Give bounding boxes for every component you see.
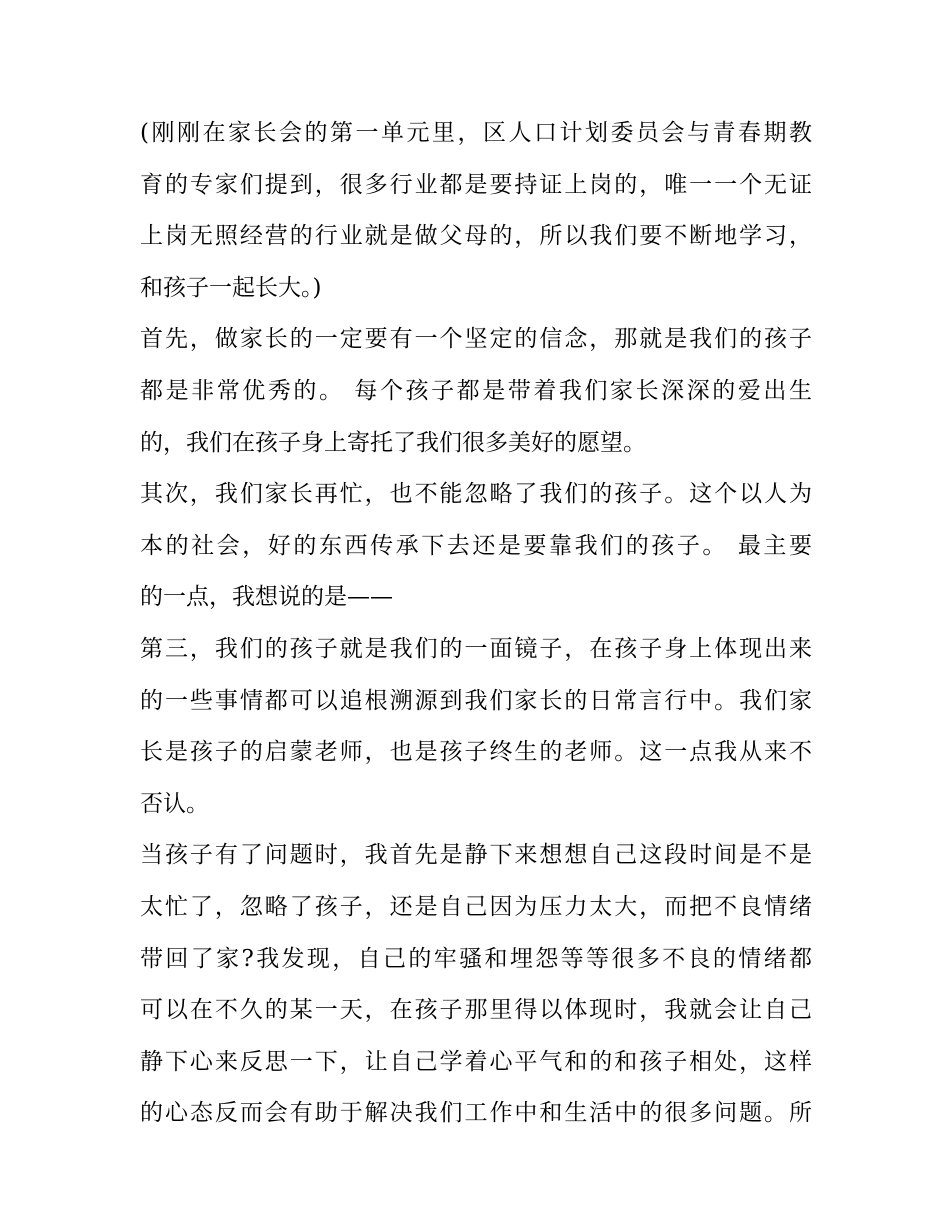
- text-line: 长是孩子的启蒙老师，也是孩子终生的老师。这一点我从来不: [140, 739, 812, 766]
- text-line: 的，我们在孩子身上寄托了我们很多美好的愿望。: [140, 429, 646, 456]
- body-text: [140, 108, 812, 1140]
- text-line: 都是非常优秀的。 每个孩子都是带着我们家长深深的爱出生: [140, 377, 812, 404]
- text-line: 本的社会，好的东西传承下去还是要靠我们的孩子。 最主要: [140, 532, 812, 559]
- text-line: 首先，做家长的一定要有一个坚定的信念，那就是我们的孩子: [140, 326, 812, 353]
- text-line: 太忙了，忽略了孩子，还是自己因为压力太大，而把不良情绪: [140, 893, 812, 920]
- text-line: 的一些事情都可以追根溯源到我们家长的日常言行中。我们家: [140, 687, 812, 714]
- text-line: 育的专家们提到，很多行业都是要持证上岗的，唯一一个无证: [140, 171, 812, 198]
- text-line: 静下心来反思一下，让自己学着心平气和的和孩子相处，这样: [140, 1048, 812, 1075]
- text-line: 其次，我们家长再忙，也不能忽略了我们的孩子。这个以人为: [140, 481, 812, 508]
- text-line: 上岗无照经营的行业就是做父母的，所以我们要不断地学习，: [140, 223, 812, 250]
- text-line: 和孩子一起长大。): [140, 274, 322, 301]
- text-line: 可以在不久的某一天，在孩子那里得以体现时，我就会让自己: [140, 997, 812, 1024]
- text-line: (刚刚在家长会的第一单元里，区人口计划委员会与青春期教: [140, 120, 812, 146]
- text-line: 第三，我们的孩子就是我们的一面镜子，在孩子身上体现出来: [140, 635, 812, 662]
- text-line: 当孩子有了问题时，我首先是静下来想想自己这段时间是不是: [140, 842, 812, 869]
- text-line: 的心态反而会有助于解决我们工作中和生活中的很多问题。所: [140, 1100, 812, 1127]
- text-line: 带回了家?我发现，自己的牢骚和埋怨等等很多不良的情绪都: [140, 945, 812, 972]
- text-line: 的一点，我想说的是——: [140, 584, 393, 611]
- text-line: 否认。: [140, 790, 209, 817]
